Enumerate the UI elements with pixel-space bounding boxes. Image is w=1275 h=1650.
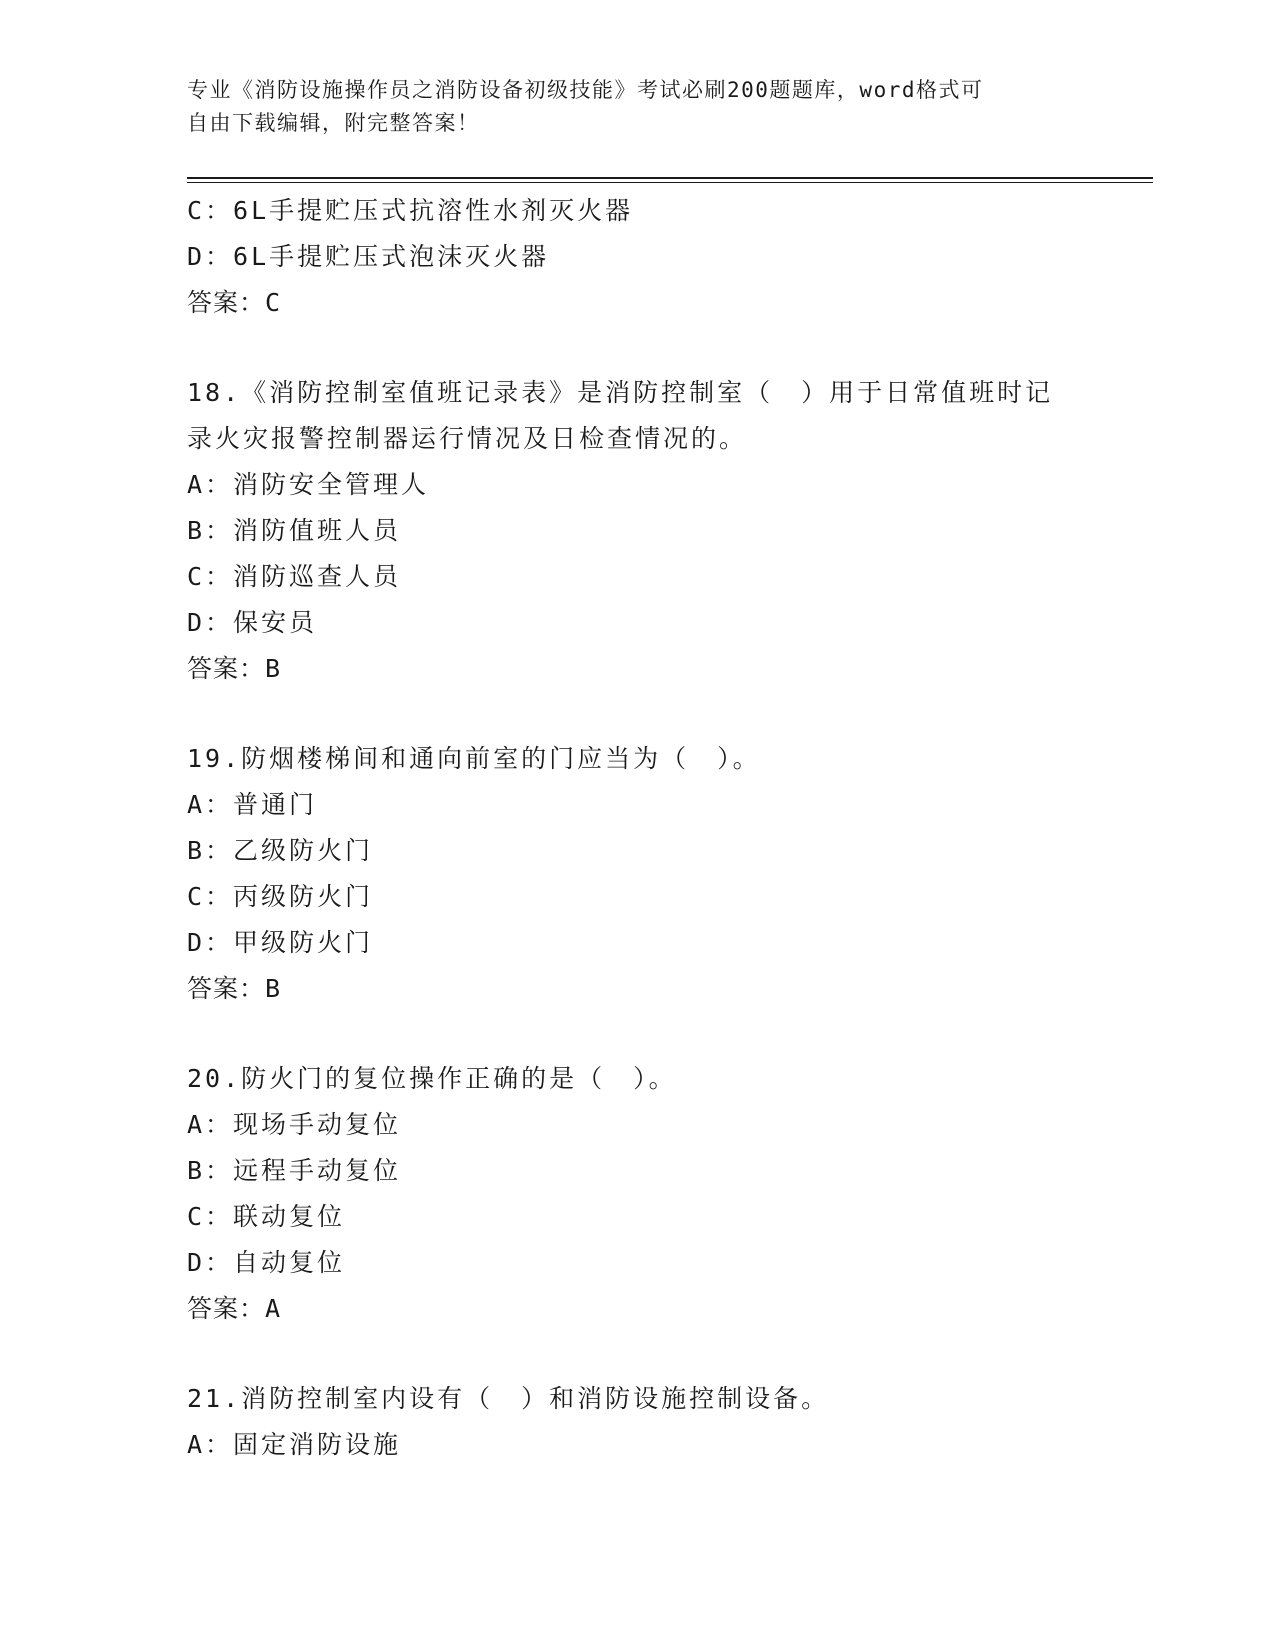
q19-option-b: B：乙级防火门 bbox=[187, 836, 374, 865]
q19-option-d: D：甲级防火门 bbox=[187, 928, 374, 957]
q19-stem-line-1: 19.防烟楼梯间和通向前室的门应当为（ ）。 bbox=[187, 744, 761, 773]
question-18 bbox=[187, 370, 1087, 692]
q20-option-b: B：远程手动复位 bbox=[187, 1156, 402, 1185]
spacer bbox=[187, 326, 1087, 370]
q18-option-d: D：保安员 bbox=[187, 608, 318, 637]
q20-stem-line-1: 20.防火门的复位操作正确的是（ ）。 bbox=[187, 1064, 677, 1093]
q18-answer: 答案：B bbox=[187, 654, 282, 683]
q18-stem-line-2: 录火灾报警控制器运行情况及日检查情况的。 bbox=[187, 424, 748, 453]
q19-answer: 答案：B bbox=[187, 974, 282, 1003]
header-line-1: 专业《消防设施操作员之消防设备初级技能》考试必刷200题题库，word格式可 bbox=[187, 78, 984, 102]
q18-option-a: A：消防安全管理人 bbox=[187, 470, 430, 499]
q20-option-d: D：自动复位 bbox=[187, 1248, 346, 1277]
header-divider-thick bbox=[187, 177, 1153, 179]
q18-option-b: B：消防值班人员 bbox=[187, 516, 402, 545]
q20-option-a: A：现场手动复位 bbox=[187, 1110, 402, 1139]
question-17 bbox=[187, 188, 1087, 326]
question-21 bbox=[187, 1376, 1087, 1468]
q18-stem-line-1: 18.《消防控制室值班记录表》是消防控制室（ ）用于日常值班时记 bbox=[187, 378, 1054, 407]
q17-answer: 答案：C bbox=[187, 288, 282, 317]
q17-option-d: D：6L手提贮压式泡沫灭火器 bbox=[187, 242, 550, 271]
q19-option-c: C：丙级防火门 bbox=[187, 882, 374, 911]
header-divider-thin bbox=[187, 182, 1153, 183]
spacer bbox=[187, 1012, 1087, 1056]
question-list bbox=[187, 188, 1087, 1468]
document-header bbox=[187, 74, 1087, 140]
q18-option-c: C：消防巡查人员 bbox=[187, 562, 402, 591]
q21-stem-line-1: 21.消防控制室内设有（ ）和消防设施控制设备。 bbox=[187, 1384, 830, 1413]
question-20 bbox=[187, 1056, 1087, 1332]
q19-option-a: A：普通门 bbox=[187, 790, 318, 819]
question-19 bbox=[187, 736, 1087, 1012]
spacer bbox=[187, 1332, 1087, 1376]
q20-option-c: C：联动复位 bbox=[187, 1202, 346, 1231]
q21-option-a: A：固定消防设施 bbox=[187, 1430, 402, 1459]
q20-answer: 答案：A bbox=[187, 1294, 282, 1323]
header-line-2: 自由下载编辑，附完整答案！ bbox=[187, 111, 480, 135]
q17-option-c: C：6L手提贮压式抗溶性水剂灭火器 bbox=[187, 196, 634, 225]
spacer bbox=[187, 692, 1087, 736]
